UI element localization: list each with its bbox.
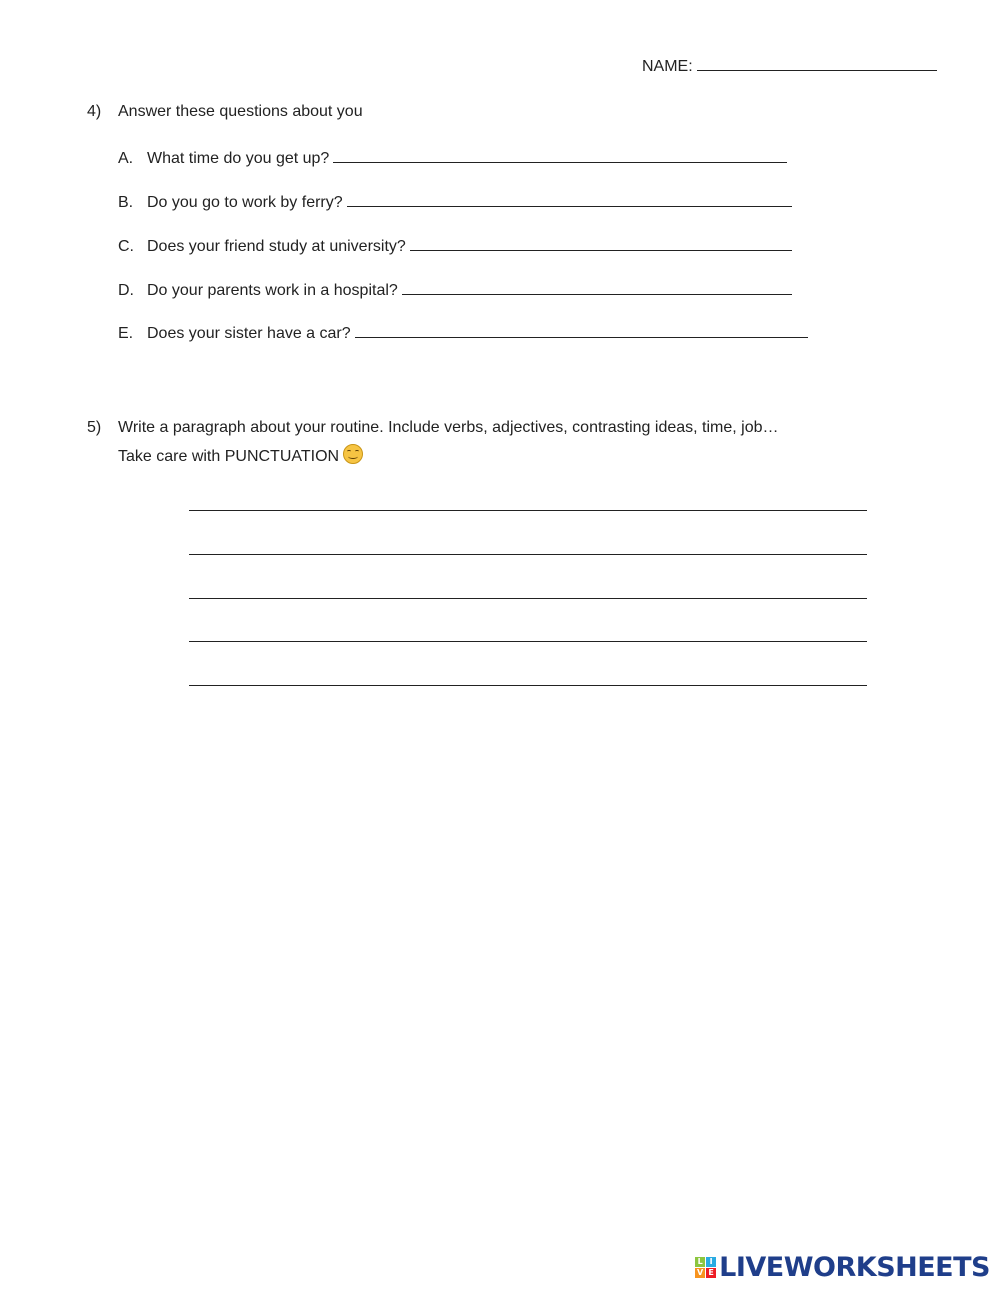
paragraph-line-2[interactable] xyxy=(189,554,867,555)
question-4b-letter: B. xyxy=(118,194,134,211)
logo-block-l: L xyxy=(695,1257,705,1267)
question-4a-text: What time do you get up? xyxy=(147,150,330,167)
smiley-face-icon xyxy=(343,444,363,464)
question-4c xyxy=(147,238,792,256)
question-4e xyxy=(147,325,808,343)
question-4a-letter: A. xyxy=(118,150,134,167)
paragraph-line-5[interactable] xyxy=(189,685,867,686)
question-4c-letter: C. xyxy=(118,238,134,255)
question-5-prompt-line1: Write a paragraph about your routine. Include verbs, adjectives, contrasting ideas, time, job… xyxy=(118,419,779,436)
punctuation-note: Take care with PUNCTUATION xyxy=(118,448,340,465)
question-4a-answer-line[interactable] xyxy=(333,161,787,163)
question-4-prompt: Answer these questions about you xyxy=(118,103,363,120)
name-label: NAME: xyxy=(642,58,693,75)
name-answer-line[interactable] xyxy=(697,69,937,71)
question-4b-text: Do you go to work by ferry? xyxy=(147,194,343,211)
question-4a xyxy=(147,150,787,168)
paragraph-line-1[interactable] xyxy=(189,510,867,511)
liveworksheets-logo xyxy=(695,1252,990,1283)
question-4e-answer-line[interactable] xyxy=(355,336,808,338)
question-4e-letter: E. xyxy=(118,325,134,342)
logo-block-v: V xyxy=(697,1268,704,1277)
question-4b xyxy=(147,194,792,212)
question-4c-answer-line[interactable] xyxy=(410,249,792,251)
question-5-number: 5) xyxy=(87,419,102,436)
question-4c-text: Does your friend study at university? xyxy=(147,238,406,255)
question-4d-answer-line[interactable] xyxy=(402,293,792,295)
logo-blocks-icon xyxy=(695,1257,716,1278)
logo-block-e: E xyxy=(706,1268,716,1278)
question-4-number: 4) xyxy=(87,103,102,120)
name-field-row xyxy=(642,58,937,76)
logo-text: LIVEWORKSHEETS xyxy=(719,1252,990,1283)
paragraph-line-3[interactable] xyxy=(189,598,867,599)
paragraph-line-4[interactable] xyxy=(189,641,867,642)
question-4b-answer-line[interactable] xyxy=(347,205,792,207)
question-4e-text: Does your sister have a car? xyxy=(147,325,351,342)
question-4d xyxy=(147,282,792,300)
logo-block-i: I xyxy=(706,1257,716,1267)
question-4d-text: Do your parents work in a hospital? xyxy=(147,282,398,299)
question-5-prompt-line2 xyxy=(118,444,363,466)
question-4d-letter: D. xyxy=(118,282,134,299)
